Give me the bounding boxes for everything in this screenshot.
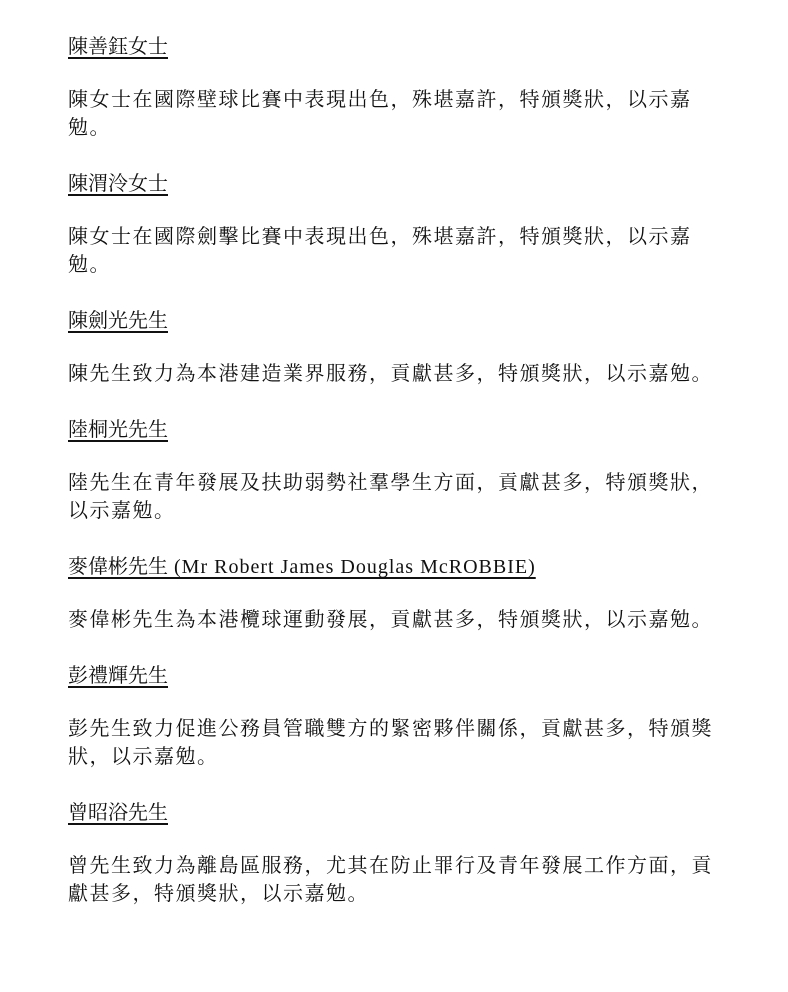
award-entry <box>68 304 732 387</box>
award-entry <box>68 413 732 524</box>
document-page <box>68 30 732 933</box>
award-entry <box>68 659 732 770</box>
award-entry <box>68 167 732 278</box>
recipient-name: 陳善鈺女士 <box>68 34 168 58</box>
award-citation: 陳女士在國際劍擊比賽中表現出色，殊堪嘉許，特頒獎狀，以示嘉勉。 <box>68 224 692 276</box>
recipient-name: 曾昭浴先生 <box>68 800 168 824</box>
recipient-name: 麥偉彬先生 (Mr Robert James Douglas McROBBIE) <box>68 554 536 578</box>
award-citation: 曾先生致力為離島區服務，尤其在防止罪行及青年發展工作方面，貢獻甚多，特頒獎狀，以示嘉勉。 <box>68 853 713 905</box>
recipient-name: 陳劍光先生 <box>68 308 168 332</box>
award-citation: 陳女士在國際壁球比賽中表現出色，殊堪嘉許，特頒獎狀，以示嘉勉。 <box>68 87 692 139</box>
recipient-name: 陳渭泠女士 <box>68 171 168 195</box>
award-citation: 陳先生致力為本港建造業界服務，貢獻甚多，特頒獎狀，以示嘉勉。 <box>68 361 713 385</box>
award-entry <box>68 550 732 633</box>
award-citation: 陸先生在青年發展及扶助弱勢社羣學生方面，貢獻甚多，特頒獎狀，以示嘉勉。 <box>68 470 713 522</box>
award-entry <box>68 796 732 907</box>
recipient-name: 陸桐光先生 <box>68 417 168 441</box>
award-entry <box>68 30 732 141</box>
award-citation: 麥偉彬先生為本港欖球運動發展，貢獻甚多，特頒獎狀，以示嘉勉。 <box>68 607 713 631</box>
award-citation: 彭先生致力促進公務員管職雙方的緊密夥伴關係，貢獻甚多，特頒獎狀，以示嘉勉。 <box>68 716 713 768</box>
recipient-name: 彭禮輝先生 <box>68 663 168 687</box>
